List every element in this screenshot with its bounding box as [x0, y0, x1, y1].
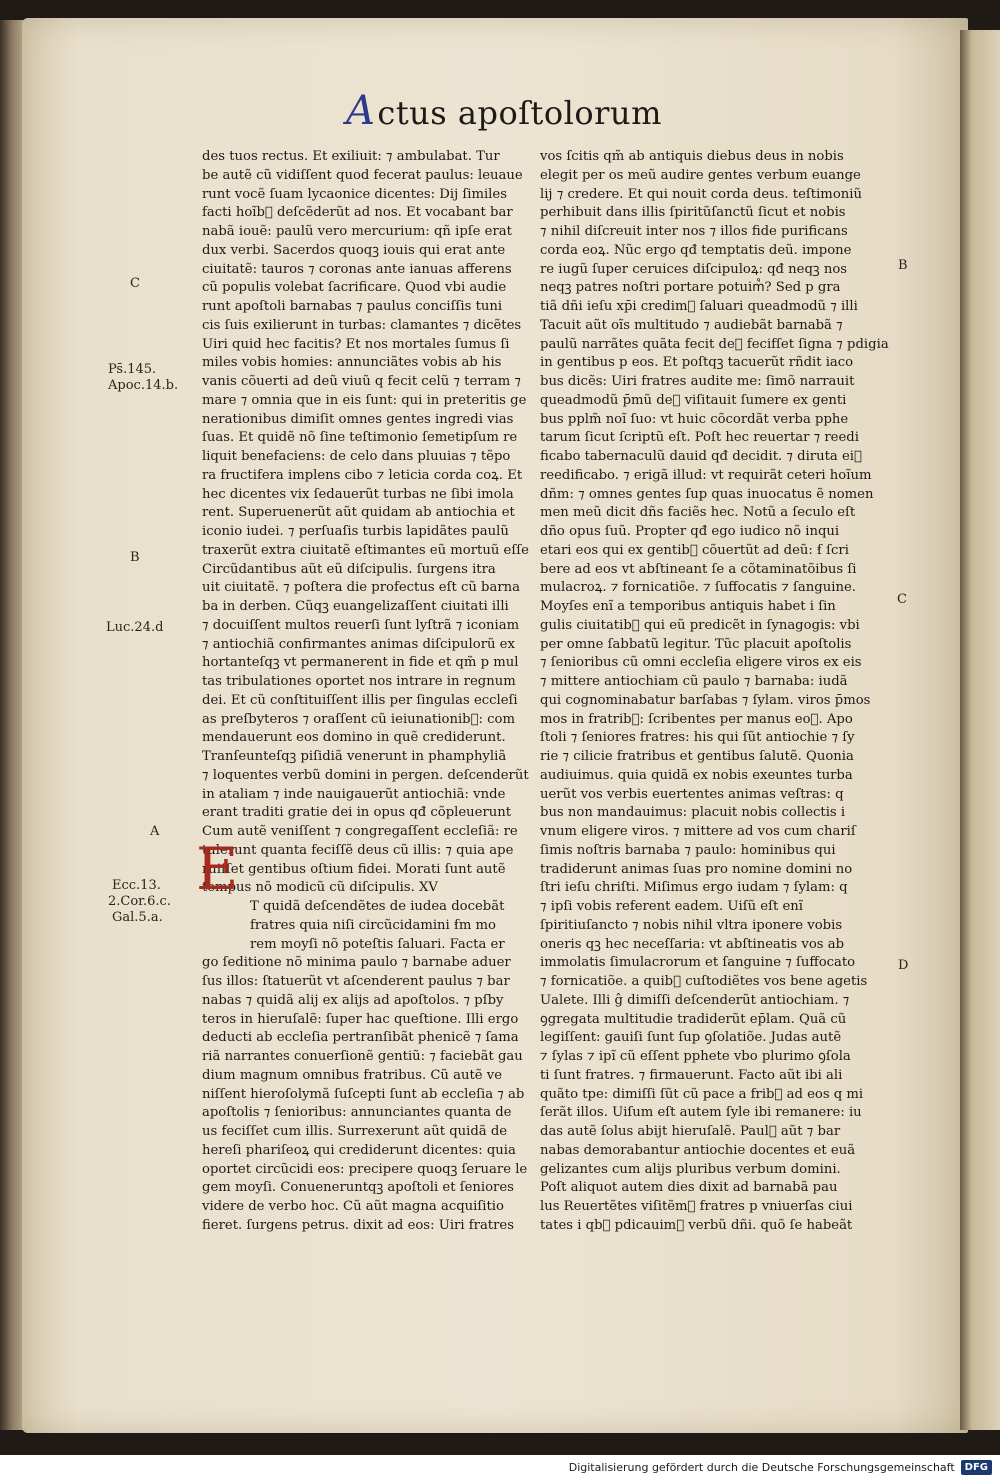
text-line: ⁊ antiochiã confirmantes animas diſcipulorũ ex: [202, 636, 515, 652]
text-line: das autẽ ſolus abijt hieruſalẽ. Paul᷒ aũt ⁊ bar: [540, 1124, 841, 1139]
text-line: hec dicentes vix ſedauerũt turbas ne ſibi imola: [202, 486, 514, 502]
text-line: des tuos rectus. Et exiliuit: ⁊ ambulabat. Tur: [202, 149, 500, 164]
marginal-letter-right-b: B: [898, 258, 908, 273]
text-line: immolatis ſimulacrorum et ſanguine ⁊ ſuffocato: [540, 955, 856, 971]
text-line: ſtoli ⁊ ſeniores fratres: his qui ſũt antiochie ⁊ ſy: [540, 730, 855, 746]
text-line: ⁊ docuiſſent multos reuerſi ſunt lyſtrã ⁊ iconiam: [202, 617, 520, 633]
text-line: elegit per os meũ audire gentes verbum euange: [540, 167, 861, 183]
text-line: ti ſunt fratres. ⁊ firmauerunt. Facto aũt ibi ali: [540, 1067, 843, 1083]
text-line: corda eoꝝ. Nũc ergo qđ temptatis deũ. impone: [540, 242, 852, 258]
text-line: in gentibus p eos. Et poſtqꝫ tacuerũt rñdit iaco: [540, 355, 854, 371]
text-line: men meũ dicit dñs faciẽs hec. Notũ a ſeculo eſt: [540, 505, 856, 521]
text-line: dño opus ſuũ. Propter qđ ego iudico nõ inqui: [540, 524, 840, 539]
text-line: ⁊ fornicatiõe. a quib᷒ cuſtodiẽtes vos bene agetis: [540, 974, 868, 989]
footer-credit: Digitalisierung gefördert durch die Deutsche Forschungsgemeinschaft: [568, 1461, 955, 1474]
text-line: cũ populis volebat ſacrificare. Quod vbi audie: [202, 280, 507, 296]
text-line: ſuas. Et quidẽ nõ ſine teſtimonio ſemetipſum re: [202, 430, 518, 446]
marginal-letter-right-c: C: [897, 592, 907, 607]
text-line: vnum eligere viros. ⁊ mittere ad vos cum chariſ: [540, 824, 856, 839]
text-line: mos in fratrib᷒: ſcribentes per manus eoꝝ. Apo: [540, 711, 853, 727]
marginal-ref-cor: 2.Cor.6.c.: [108, 894, 171, 909]
text-line: apoſtolis ⁊ ſenioribus: annunciantes quanta de: [202, 1105, 512, 1121]
text-line: dux verbi. Sacerdos quoqꝫ iouis qui erat ante: [202, 242, 506, 258]
text-line: etari eos qui ex gentib᷒ cõuertũt ad deũ: ẜ ſcri: [540, 542, 849, 558]
running-head: [346, 88, 662, 134]
text-line: mulacroꝝ. ⁊ fornicatiõe. ⁊ ſuffocatis ⁊ ſanguine.: [540, 580, 856, 596]
text-line: tarum ſicut ſcriptũ eſt. Poſt hec reuertar ⁊ reedi: [540, 430, 859, 446]
text-line: runt vocẽ ſuam lycaonice dicentes: Dij ſimiles: [202, 186, 507, 202]
text-line: T quidã deſcendẽtes de iudea docebãt: [250, 899, 505, 914]
text-line: cis ſuis exilierunt in turbas: clamantes ⁊ dicẽtes: [202, 317, 522, 333]
text-line: ſus illos: ſtatuerũt vt aſcenderent paulus ⁊ bar: [202, 974, 510, 989]
text-line: neqꝫ patres noſtri portare potuim᷒? Sed p gra: [540, 280, 841, 296]
text-line: us feciſſet cum illis. Surrexerunt aũt quidã de: [202, 1124, 508, 1139]
text-line: legiſſent: gauiſi ſunt ſup ꝯſolatiõe. Judas autẽ: [540, 1030, 842, 1046]
text-line: ſimis noſtris barnaba ⁊ paulo: hominibus qui: [540, 842, 836, 858]
text-line: vanis cõuerti ad deũ viuũ q fecit celũ ⁊ terram ⁊: [202, 374, 521, 389]
text-line: gelizantes cum alijs pluribus verbum domini.: [540, 1161, 841, 1177]
text-line: ⁊ ipſi vobis referent eadem. Uiſũ eſt enĩ: [540, 899, 803, 914]
marginal-ref-apoc: Apoc.14.b.: [108, 378, 179, 393]
text-line: mare ⁊ omnia que in eis ſunt: qui in preteritis ge: [202, 392, 527, 408]
text-line: tempus nõ modicũ cũ diſcipulis. XV: [202, 880, 438, 896]
text-line: erant traditi gratie dei in opus qđ cõpleuerunt: [202, 805, 512, 821]
marginal-ref-ps: Ps̄.145.: [108, 362, 157, 377]
text-line: rie ⁊ cilicie fratribus et gentibus ſalutẽ. Quonia: [540, 749, 854, 764]
text-line: Cum autẽ veniſſent ⁊ congregaſſent eccleſiã: re: [202, 824, 518, 839]
text-line: as preſbyteros ⁊ oraſſent cũ ieiunationib᷒: com: [202, 711, 516, 727]
marginal-ref-luc: Luc.24.d: [106, 620, 164, 635]
text-line: gulis ciuitatib᷒ qui eũ predicẽt in ſynagogis: vbi: [540, 617, 860, 633]
text-line: nabas ⁊ quidã alij ex alijs ad apoſtolos. ⁊ pſby: [202, 992, 504, 1008]
marginal-letter-a: A: [150, 824, 160, 839]
text-line: lus Reuertẽtes viſitẽm᷒ fratres p vniuerſas ciui: [540, 1199, 853, 1214]
text-line: Moyſes enĩ a temporibus antiquis habet i ſin: [540, 599, 836, 614]
text-line: lij ⁊ credere. Et qui nouit corda deus. teſtimoniũ: [540, 186, 862, 202]
text-line: rent. Superuenerũt aũt quidam ab antiochia et: [202, 505, 515, 521]
text-line: bus dicẽs: Uiri fratres audite me: ſimõ narrauit: [540, 374, 855, 389]
text-line: ficabo tabernaculũ dauid qđ decidit. ⁊ diruta ei᷒: [540, 449, 862, 464]
text-line: mendauerunt eos domino in quẽ crediderunt.: [202, 730, 506, 746]
text-line: ſpiritiuſancto ⁊ nobis nihil vltra iponere vobis: [540, 917, 843, 933]
text-line: ra fructifera implens cibo ⁊ leticia corda coꝝ. Et: [202, 467, 523, 483]
text-line: ⁊ ſylas ⁊ ipĩ cũ eſſent pphete vbo plurimo ꝯſola: [540, 1049, 851, 1064]
text-line: ⁊ nihil diſcreuit inter nos ⁊ illos fide purificans: [540, 224, 848, 239]
text-line: bus pplm̃ noĩ ſuo: vt huic cõcordãt verba pphe: [540, 411, 849, 427]
text-line: Tranſeunteſqꝫ piſidiã venerunt in phamphyliã: [202, 749, 507, 764]
marginal-ref-ecc: Ecc.13.: [112, 878, 161, 893]
text-line: tates i qb᷒ pdicauim᷒ verbũ dñi. quõ ſe habeãt: [540, 1217, 853, 1233]
marginal-letter-b: B: [130, 550, 140, 565]
text-line: traxerũt extra ciuitatẽ eſtimantes eũ mortuũ eſſe: [202, 542, 529, 558]
text-line: be autẽ cũ vidiſſent quod fecerat paulus: leuaue: [202, 167, 523, 183]
text-line: re iugũ ſuper ceruices diſcipuloꝝ: qđ neqꝫ nos: [540, 261, 848, 277]
text-line: fratres quia niſi circũcidamini ẜm mo: [250, 917, 496, 933]
text-line: tulerunt quanta feciſſẽ deus cũ illis: ⁊ quia ape: [202, 842, 514, 858]
text-line: uerũt vos verbis euertentes animas veſtras: q: [540, 786, 844, 802]
dfg-logo-icon: DFG: [961, 1460, 992, 1475]
text-line: ciuitatẽ: tauros ⁊ coronas ante ianuas afferens: [202, 261, 512, 277]
text-line: runt apoſtoli barnabas ⁊ paulus conciſſis tuni: [202, 299, 503, 314]
text-line: go ſeditione nõ minima paulo ⁊ barnabe aduer: [202, 955, 511, 971]
text-line: reedificabo. ⁊ erigã illud: vt requirãt ceteri hoĩum: [540, 467, 872, 483]
text-line: dium magnum omnibus fratribus. Cũ autẽ ve: [202, 1067, 503, 1083]
text-line: queadmodũ p̄mũ de᷒ viſitauit ſumere ex genti: [540, 392, 847, 408]
footer-bar: [0, 1455, 1000, 1480]
text-line: bus non mandauimus: placuit nobis collectis i: [540, 805, 846, 821]
text-line: ⁊ ſenioribus cũ omni eccleſia eligere viros ex eis: [540, 655, 862, 671]
text-line: niſſent hieroſolymã ſuſcepti ſunt ab eccleſia ⁊ ab: [202, 1086, 525, 1102]
text-line: ba in derben. Cũqꝫ euangelizaſſent ciuitati illi: [202, 599, 509, 614]
text-line: liquit benefaciens: de celo dans pluuias ⁊ tẽpo: [202, 449, 511, 464]
text-line: iconio iudei. ⁊ perſuaſis turbis lapidãtes paulũ: [202, 524, 509, 539]
text-line: ruiſſet gentibus oſtium fidei. Morati ſunt autẽ: [202, 861, 506, 877]
book-next-page-edge: [960, 30, 1000, 1430]
text-line: vos ſcitis qm̃ ab antiquis diebus deus in nobis: [540, 149, 844, 164]
text-line: tiã dñi ieſu xp̄i credim᷒ ſaluari queadmodũ ⁊ illi: [540, 299, 858, 314]
running-head-initial: A: [346, 88, 376, 134]
text-line: videre de verbo hoc. Cũ aũt magna acquiſitio: [202, 1199, 504, 1214]
text-line: Circũdantibus aũt eũ diſcipulis. ſurgens itra: [202, 561, 496, 577]
text-line: rem moyſi nõ poteſtis ſaluari. Facta er: [250, 936, 505, 952]
text-line: oportet circũcidi eos: precipere quoqꝫ ſeruare le: [202, 1161, 528, 1177]
decorated-initial: E: [196, 835, 239, 903]
text-line: ꝯgregata multitudie tradiderũt ep̄lam. Quã cũ: [540, 1011, 847, 1027]
text-line: uit ciuitatẽ. ⁊ poſtera die profectus eſt cũ barna: [202, 580, 521, 596]
text-line: ſtri ieſu chriſti. Miſimus ergo iudam ⁊ ſylam: q: [540, 880, 848, 896]
marginal-letter-c: C: [130, 276, 140, 291]
text-line: hortanteſqꝫ vt permanerent in fide et qm̃ p mul: [202, 655, 519, 671]
marginal-ref-gal: Gal.5.a.: [112, 910, 163, 925]
text-line: ⁊ mittere antiochiam cũ paulo ⁊ barnaba: iudã: [540, 674, 848, 689]
text-line: dñm: ⁊ omnes gentes ſup quas inuocatus ẽ nomen: [540, 486, 874, 502]
text-line: tas tribulationes oportet nos intrare in regnum: [202, 674, 516, 689]
text-line: Ualete. Illi ĝ dimiſſi deſcenderũt antiochiam. ⁊: [540, 992, 850, 1008]
text-column-left: [202, 148, 529, 1236]
marginal-letter-right-d: D: [898, 958, 909, 973]
text-line: deducti ab eccleſia pertranſibãt phenicẽ ⁊ ſama: [202, 1030, 519, 1046]
text-line: nabã iouẽ: paulũ vero mercurium: qñ ipſe erat: [202, 224, 512, 239]
text-line: riã narrantes conuerſionẽ gentiũ: ⁊ faciebãt gau: [202, 1049, 523, 1064]
text-line: nabas demorabantur antiochie docentes et euã: [540, 1142, 856, 1158]
text-line: Tacuit aũt oĩs multitudo ⁊ audiebãt barnabã ⁊: [540, 317, 843, 333]
text-line: Poſt aliquot autem dies dixit ad barnabã pau: [540, 1180, 838, 1196]
text-line: Uiri quid hec facitis? Et nos mortales ſumus ſi: [202, 336, 510, 352]
text-line: ſerãt illos. Uiſum eſt autem ſyle ibi remanere: iu: [540, 1105, 862, 1121]
text-line: miles vobis homies: annunciãtes vobis ab his: [202, 355, 502, 371]
text-line: audiuimus. quia quidã ex nobis exeuntes turba: [540, 767, 853, 783]
text-line: bere ad eos vt abſtineant ſe a cõtaminatõibus ſi: [540, 561, 857, 577]
text-line: dei. Et cũ conſtituiſſent illis per ſingulas eccleſi: [202, 692, 518, 708]
text-line: qui cognominabatur barſabas ⁊ ſylam. viros p̄mos: [540, 692, 871, 708]
text-line: ⁊ loquentes verbũ domini in pergen. deſcenderũt: [202, 767, 529, 783]
text-line: teros in hieruſalẽ: ſuper hac queſtione. Illi ergo: [202, 1011, 519, 1027]
text-line: hereſi phariſeoꝝ qui crediderunt dicentes: quia: [202, 1142, 516, 1158]
text-line: per omne ſabbatũ legitur. Tũc placuit apoſtolis: [540, 636, 852, 652]
text-line: perhibuit dans illis ſpiritũſanctũ ſicut et nobis: [540, 205, 846, 221]
text-line: fieret. ſurgens petrus. dixit ad eos: Uiri fratres: [202, 1217, 514, 1233]
text-line: tradiderunt animas ſuas pro nomine domini no: [540, 861, 853, 877]
text-line: paulũ narrãtes quãta fecit de᷒ fecifſet ſigna ⁊ pdigia: [540, 336, 889, 352]
text-line: facti hoĩb᷒ deſcẽderũt ad nos. Et vocabant bar: [202, 205, 513, 221]
text-line: gem moyſi. Conueneruntqꝫ apoſtoli et ſeniores: [202, 1180, 514, 1196]
text-column-right: [540, 148, 889, 1236]
text-line: in ataliam ⁊ inde nauigauerũt antiochiã: vnde: [202, 786, 506, 802]
text-line: nerationibus dimiſit omnes gentes ingredi vias: [202, 411, 514, 427]
text-line: quãto tpe: dimiſſi ſũt cũ pace a frib᷒ ad eos q mi: [540, 1086, 864, 1102]
running-head-text: ctus apoſtolorum: [377, 94, 662, 132]
text-line: oneris qꝫ hec neceſſaria: vt abſtineatis vos ab: [540, 936, 845, 952]
